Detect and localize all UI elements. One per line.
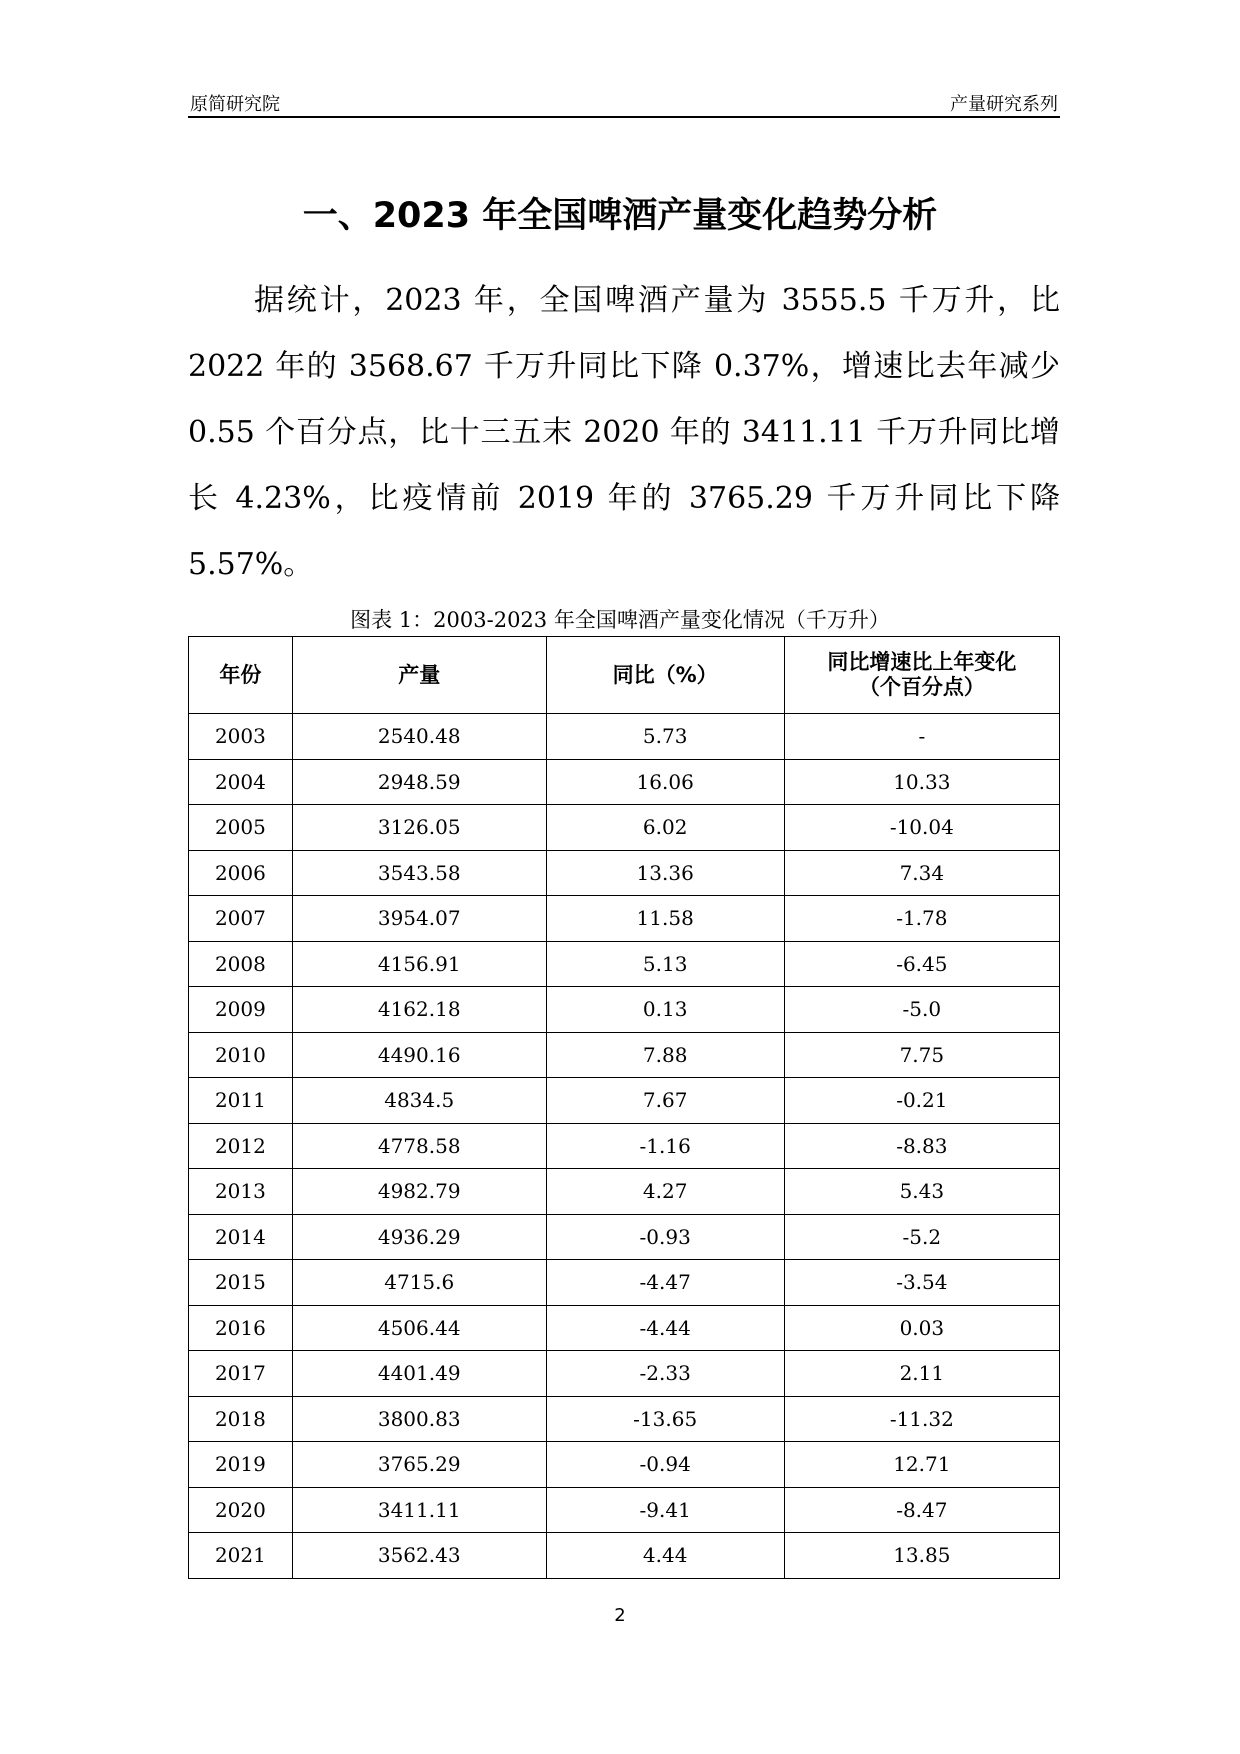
- cell-output: 3954.07: [292, 896, 546, 942]
- table-row: [189, 759, 1060, 805]
- header-yoy: 同比（%）: [546, 637, 784, 714]
- header-org-name: 原简研究院: [190, 94, 280, 115]
- table-row: [189, 941, 1060, 987]
- cell-growth-change: -1.78: [784, 896, 1059, 942]
- cell-growth-change: 12.71: [784, 1442, 1059, 1488]
- header-growth-change: [784, 637, 1059, 714]
- table-header-row: [189, 637, 1060, 714]
- cell-year: 2014: [189, 1214, 293, 1260]
- cell-output: 3800.83: [292, 1396, 546, 1442]
- cell-yoy: -0.94: [546, 1442, 784, 1488]
- cell-yoy: -13.65: [546, 1396, 784, 1442]
- cell-growth-change: -6.45: [784, 941, 1059, 987]
- cell-yoy: -4.44: [546, 1305, 784, 1351]
- cell-year: 2003: [189, 714, 293, 760]
- header-growth-change-line1: 同比增速比上年变化: [827, 650, 1017, 674]
- cell-year: 2017: [189, 1351, 293, 1397]
- cell-year: 2006: [189, 850, 293, 896]
- cell-yoy: 4.27: [546, 1169, 784, 1215]
- cell-year: 2011: [189, 1078, 293, 1124]
- cell-year: 2007: [189, 896, 293, 942]
- header-growth-change-line2: （个百分点）: [858, 675, 985, 699]
- cell-output: 4982.79: [292, 1169, 546, 1215]
- cell-output: 4162.18: [292, 987, 546, 1033]
- cell-growth-change: -8.83: [784, 1123, 1059, 1169]
- cell-growth-change: 5.43: [784, 1169, 1059, 1215]
- cell-yoy: 7.88: [546, 1032, 784, 1078]
- cell-year: 2004: [189, 759, 293, 805]
- cell-year: 2013: [189, 1169, 293, 1215]
- cell-output: 3765.29: [292, 1442, 546, 1488]
- table-row: [189, 850, 1060, 896]
- page-number: 2: [614, 1605, 626, 1626]
- cell-yoy: -4.47: [546, 1260, 784, 1306]
- cell-output: 4490.16: [292, 1032, 546, 1078]
- cell-output: 3126.05: [292, 805, 546, 851]
- cell-year: 2015: [189, 1260, 293, 1306]
- cell-growth-change: 2.11: [784, 1351, 1059, 1397]
- header-series-name: 产量研究系列: [950, 94, 1058, 115]
- table-row: [189, 1078, 1060, 1124]
- table-row: [189, 896, 1060, 942]
- cell-yoy: 5.73: [546, 714, 784, 760]
- cell-yoy: -1.16: [546, 1123, 784, 1169]
- cell-yoy: 13.36: [546, 850, 784, 896]
- cell-growth-change: -5.0: [784, 987, 1059, 1033]
- cell-output: 4778.58: [292, 1123, 546, 1169]
- cell-yoy: -0.93: [546, 1214, 784, 1260]
- cell-output: 2540.48: [292, 714, 546, 760]
- cell-growth-change: -8.47: [784, 1487, 1059, 1533]
- cell-output: 2948.59: [292, 759, 546, 805]
- cell-yoy: 7.67: [546, 1078, 784, 1124]
- cell-year: 2019: [189, 1442, 293, 1488]
- cell-year: 2012: [189, 1123, 293, 1169]
- cell-year: 2020: [189, 1487, 293, 1533]
- table-row: [189, 1260, 1060, 1306]
- table-row: [189, 1123, 1060, 1169]
- cell-year: 2009: [189, 987, 293, 1033]
- cell-yoy: -2.33: [546, 1351, 784, 1397]
- table-row: [189, 805, 1060, 851]
- table-row: [189, 1396, 1060, 1442]
- cell-year: 2016: [189, 1305, 293, 1351]
- table-caption: 图表 1：2003-2023 年全国啤酒产量变化情况（千万升）: [350, 608, 890, 632]
- cell-yoy: -9.41: [546, 1487, 784, 1533]
- table-row: [189, 1305, 1060, 1351]
- cell-growth-change: -: [784, 714, 1059, 760]
- cell-growth-change: 7.34: [784, 850, 1059, 896]
- beer-output-table: [188, 636, 1060, 1579]
- header-output: 产量: [292, 637, 546, 714]
- cell-growth-change: 10.33: [784, 759, 1059, 805]
- cell-yoy: 0.13: [546, 987, 784, 1033]
- section-title: 一、2023 年全国啤酒产量变化趋势分析: [302, 196, 938, 236]
- cell-growth-change: 0.03: [784, 1305, 1059, 1351]
- table-row: [189, 1487, 1060, 1533]
- cell-year: 2018: [189, 1396, 293, 1442]
- cell-output: 4834.5: [292, 1078, 546, 1124]
- cell-year: 2010: [189, 1032, 293, 1078]
- header-year: 年份: [189, 637, 293, 714]
- summary-paragraph: 据统计，2023 年，全国啤酒产量为 3555.5 千万升，比 2022 年的 3568.67 千万升同比下降 0.37%，增速比去年减少 0.55 个百分点，比十三五末 2020 年的 3411.11 千万升同比增长 4.23%，比疫情前 2019 年的 3765.29 千万升同比下降 5.57%。: [188, 283, 1060, 582]
- cell-year: 2008: [189, 941, 293, 987]
- table-row: [189, 1169, 1060, 1215]
- table-body: [189, 714, 1060, 1579]
- cell-output: 3411.11: [292, 1487, 546, 1533]
- cell-output: 4506.44: [292, 1305, 546, 1351]
- cell-growth-change: -0.21: [784, 1078, 1059, 1124]
- cell-growth-change: -5.2: [784, 1214, 1059, 1260]
- cell-year: 2005: [189, 805, 293, 851]
- cell-yoy: 11.58: [546, 896, 784, 942]
- table-row: [189, 1214, 1060, 1260]
- cell-growth-change: 7.75: [784, 1032, 1059, 1078]
- cell-output: 3543.58: [292, 850, 546, 896]
- table-row: [189, 987, 1060, 1033]
- cell-output: 4156.91: [292, 941, 546, 987]
- table-row: [189, 1533, 1060, 1579]
- cell-growth-change: 13.85: [784, 1533, 1059, 1579]
- table-row: [189, 1442, 1060, 1488]
- table-row: [189, 1032, 1060, 1078]
- page-header: [188, 88, 1060, 118]
- cell-output: 4401.49: [292, 1351, 546, 1397]
- cell-output: 4715.6: [292, 1260, 546, 1306]
- cell-growth-change: -10.04: [784, 805, 1059, 851]
- table-row: [189, 1351, 1060, 1397]
- cell-output: 4936.29: [292, 1214, 546, 1260]
- cell-growth-change: -3.54: [784, 1260, 1059, 1306]
- cell-yoy: 4.44: [546, 1533, 784, 1579]
- cell-growth-change: -11.32: [784, 1396, 1059, 1442]
- cell-yoy: 5.13: [546, 941, 784, 987]
- cell-year: 2021: [189, 1533, 293, 1579]
- cell-yoy: 6.02: [546, 805, 784, 851]
- cell-yoy: 16.06: [546, 759, 784, 805]
- cell-output: 3562.43: [292, 1533, 546, 1579]
- table-row: [189, 714, 1060, 760]
